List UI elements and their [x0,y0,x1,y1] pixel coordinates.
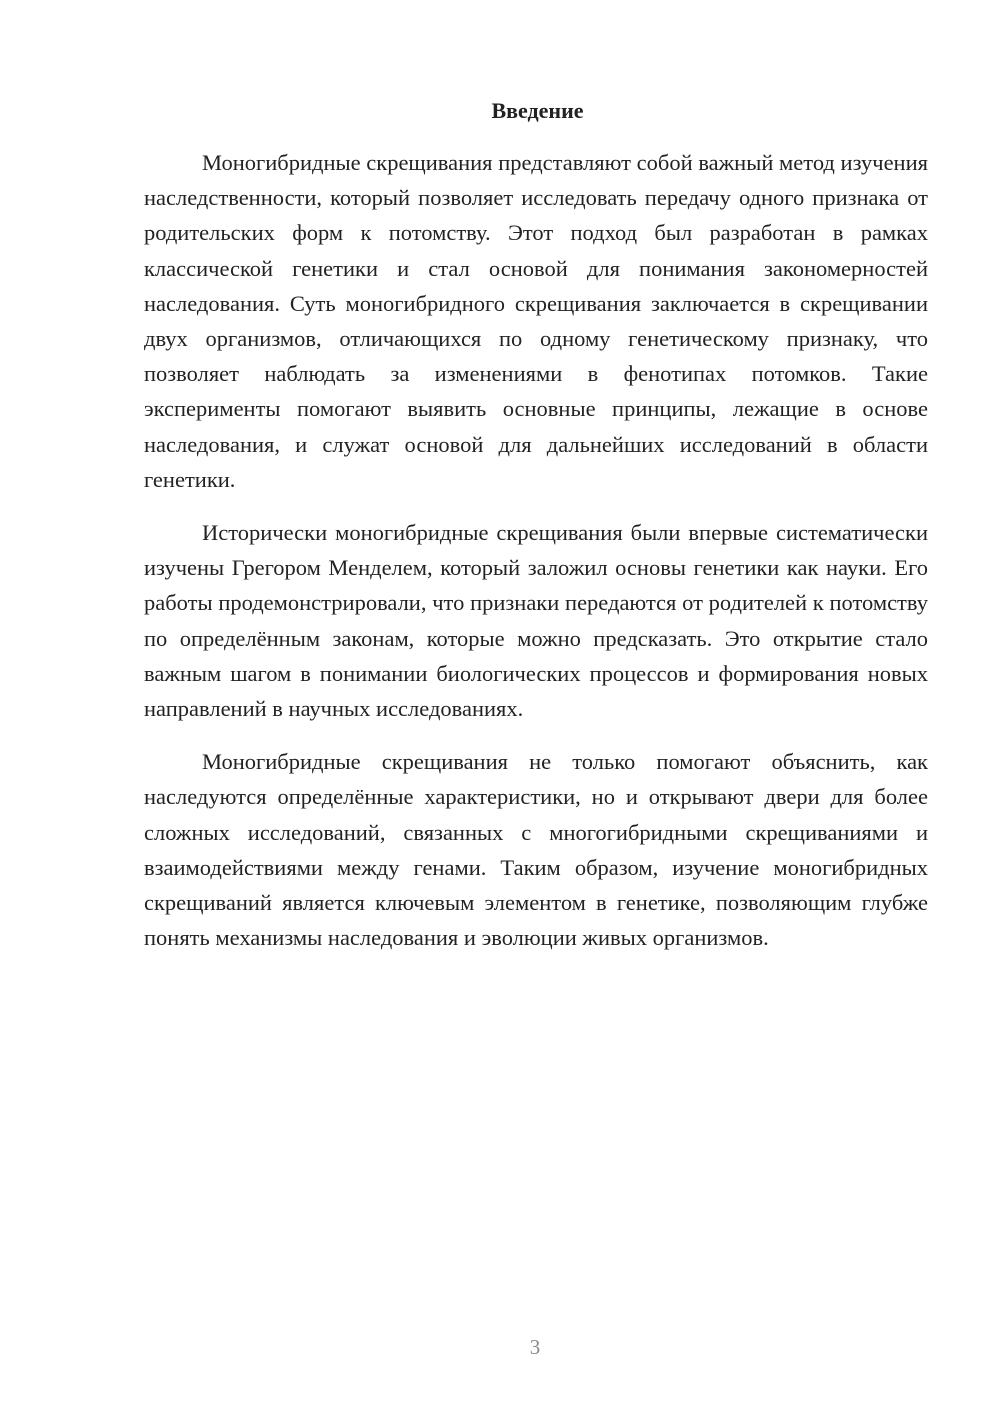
document-body [144,96,928,955]
paragraph-1: Моногибридные скрещивания представляют собой важный метод изучения наследственности, который позволяет исследовать передачу одного признака от родительских форм к потомству. Этот подход был разработан в рамках классической генетики и стал основой для понимания закономерностей наследования. Суть моногибридного скрещивания заключается в скрещивании двух организмов, отличающихся по одному генетическому признаку, что позволяет наблюдать за изменениями в фенотипах потомков. Такие эксперименты помогают выявить основные принципы, лежащие в основе наследования, и служат основой для дальнейших исследований в области генетики. [144,150,928,492]
page-number: 3 [529,1335,541,1359]
section-heading: Введение [491,98,584,123]
paragraph-3: Моногибридные скрещивания не только помогают объяснить, как наследуются определённые характеристики, но и открывают двери для более сложных исследований, связанных с многогибридными скрещиваниями и взаимодействиями между генами. Таким образом, изучение моногибридных скрещиваний является ключевым элементом в генетике, позволяющим глубже понять механизмы наследования и эволюции живых организмов. [144,749,928,951]
paragraph-2: Исторически моногибридные скрещивания были впервые систематически изучены Грегором Менделем, который заложил основы генетики как науки. Его работы продемонстрировали, что признаки передаются от родителей к потомству по определённым законам, которые можно предсказать. Это открытие стало важным шагом в понимании биологических процессов и формирования новых направлений в научных исследованиях. [144,520,928,722]
